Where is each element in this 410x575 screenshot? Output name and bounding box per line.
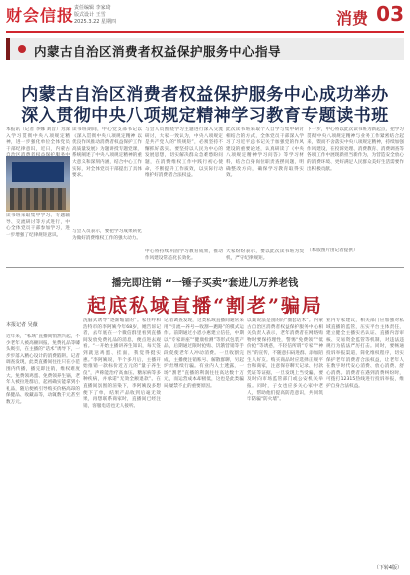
story1-headline-line1: 内蒙古自治区消费者权益保护服务中心成功举办	[21, 85, 389, 105]
story2-headline: 起底私域直播“割老”骗局	[87, 295, 323, 317]
masthead-rule	[6, 31, 404, 33]
story1-photo	[6, 156, 70, 212]
story1-column-3: 与会人员围绕学习主题进行深入交流研讨，大家一致认为，中央八项规定是共产党人的“铁规矩”，必须坚持不懈抓好落实。要坚持以人民为中心的发展思想，切实解决群众急难愁盼问题，在消费维权工作中践行初心使命，不断提升工作质效，以实际行动维护好消费者合法权益。	[145, 127, 223, 179]
story1-column-5b: （本版图片由记者提供）	[307, 248, 358, 253]
story2-column-1: 近年来，“私域”直播间悄然兴起，不少老年人被高额回报、免费礼品等噱头吸引，在主播的“话术”诱导下，一步步落入精心设计的消费陷阱。记者调查发现，此类直播间往往只在小范围内传播，播完即注销，维权难度大。免费领鸡蛋、免费领养生锅，老年人被拉进群后，起初确实能拿到小礼品，随后便被引导购买价格高昂的保健品、收藏品等，动辄数千元甚至数万元。	[6, 334, 80, 405]
story1-column-3b: 中心将持续巩固学习教育成果，推动作风建设常态化长效化。	[145, 249, 223, 261]
newspaper-logo: 财会信报	[6, 6, 75, 25]
photo-screen	[12, 162, 64, 182]
bullet-icon	[18, 45, 26, 53]
section-title: 消费	[335, 9, 368, 28]
story2-kicker: 播完即注销 “一锤子买卖”套进儿万养老钱	[111, 278, 299, 289]
story2-column-2: 洗脑式诱导“逐渐缩量的”。家住呼和浩特市的李阿姨今年68岁，她告诉记者，去年底在一个微信群里看到直播间发放免费礼品的消息，便点进去观看。“一开始主播讲养生知识，每天签到就送鸡蛋、挂面，我觉得挺实惠。”李阿姨说，半个多月后，主播开始推销一款标价近万元的“量子养生仪”，声称能治疗高血压、糖尿病等多种疾病，并承诺“无效全额退款”。在直播间氛围的渲染下，李阿姨没多想便下了单，结果产品收到后毫无效果，再想联系商家时，直播间已经注销，客服电话也无人接听。	[83, 318, 161, 409]
issue-designer: 版式设计 王雪	[74, 12, 106, 18]
page-number: 03	[376, 2, 404, 26]
story1-headline-line2: 深入贯彻中央八项规定精神学习教育专题读书班	[21, 106, 389, 126]
issue-info	[74, 5, 116, 26]
story1-column-2: 读书班期间，中心党支部书记以《深入贯彻中央八项规定精神 以优良作风推动消费者权益保护工作高质量发展》为题讲授专题党课，系统阐述了中央八项规定精神的重大意义和深刻内涵，结合中心工作实际，对全体党员干部提出了具体要求。	[72, 127, 142, 179]
story1-column-4b: 大家纷纷表示，要以此次读书班为契机，严守纪律规矩。	[226, 249, 304, 261]
story1-column-5: 下一步，中心将以此次读书班为新起点，把学习贯彻中央八项规定精神与业务工作紧密结合起来，锲而不舍落实中央八项规定精神，持续加强作风建设，在投诉处理、消费教育、消费调查等各项工作中展现新担当新作为，为营造安全放心的消费环境、更好满足人民群众美好生活需要作出积极贡献。	[307, 127, 404, 172]
story2-column-3: 记者调查发现，这类私域直播间通常采用“引流—养号—收割—跑路”的模式运作。前期通过小恩小惠建立信任，中期以“专家讲座”“健康检测”等形式包装产品，后期通过限时抢购、饥饿营销等手段促使老年人冲动消费。一旦收割完成，主播便注销账号、解散群聊，另起炉灶继续行骗。有业内人士透露，一场“割老”直播的利润往往高达数十万元，而运营成本却极低，这也是此类骗局屡禁不止的重要原因。	[164, 318, 244, 389]
story2-column-5: 业内专家建议，相关部门应加强对私域直播的监管，压实平台主体责任，建立健全主播实名认证、直播内容审核、交易资金监管等机制，对违法违规行为依法严厉打击。同时，要畅通投诉举报渠道，简化维权程序，切实保护老年消费者合法权益，让老年人在数字时代安心消费、放心消费、舒心消费。消费者在遇到消费纠纷时，可拨打12315热线进行投诉举报，维护自身合法权益。	[326, 318, 404, 389]
story1-column-4: 此次读书班采取个人自学与集中研讨相结合的方式，全体党员干部深入学习了习近平总书记关于加强党的作风建设的重要论述，认真研读了《中央八项规定精神学习问答》等学习材料，结合自身岗位职责查摆问题，明确整改方向，确保学习教育取得实效。	[226, 127, 304, 179]
story1-column-1b: 读书班采取集中学习、专题辅导、交流研讨等方式进行，中心全体党员干部参加学习，进一步增强了纪律规矩意识。	[6, 213, 70, 238]
masthead	[0, 0, 410, 34]
issue-editor: 责任编辑 李家琦	[74, 5, 111, 11]
banner-text: 内蒙古自治区消费者权益保护服务中心指导	[34, 44, 282, 59]
section-banner	[6, 38, 404, 60]
continued-note: （下转4版）	[373, 565, 402, 571]
issue-date: 2025.3.22 星期四	[74, 19, 117, 25]
story1-column-1: 本报讯（记者 李娜 刘旨）为深入学习贯彻中央八项规定精神，进一步强化单位全体党员干部纪律意识，近日，内蒙古	[6, 127, 70, 152]
photo-audience	[10, 188, 66, 210]
story1-column-2b: 与会人员表示，要把学习成果转化为做好消费维权工作的强大动力。	[72, 229, 142, 241]
story2-byline: 本报记者 吴薇	[6, 322, 38, 328]
story-divider	[6, 267, 404, 268]
story2-column-4: 以案说法是剖的的“圈套话术”。内蒙古自治区消费者权益保护服务中心相关负责人表示，老年消费者在网络购物时要保持理性，警惕“免费领”“低价抢”等诱惑，不轻信所谓“专家”“神医”的宣传，不随意扫码进群、添加陌生人好友。购买商品时应选择正规平台和商家，注意保存聊天记录、付款凭证等证据，一旦发现上当受骗，要及时向市场监管部门或公安机关举报。同时，子女也应多关心家中老人，帮助他们提高防范意识，共同筑牢防骗“防火墙”。	[247, 318, 323, 403]
